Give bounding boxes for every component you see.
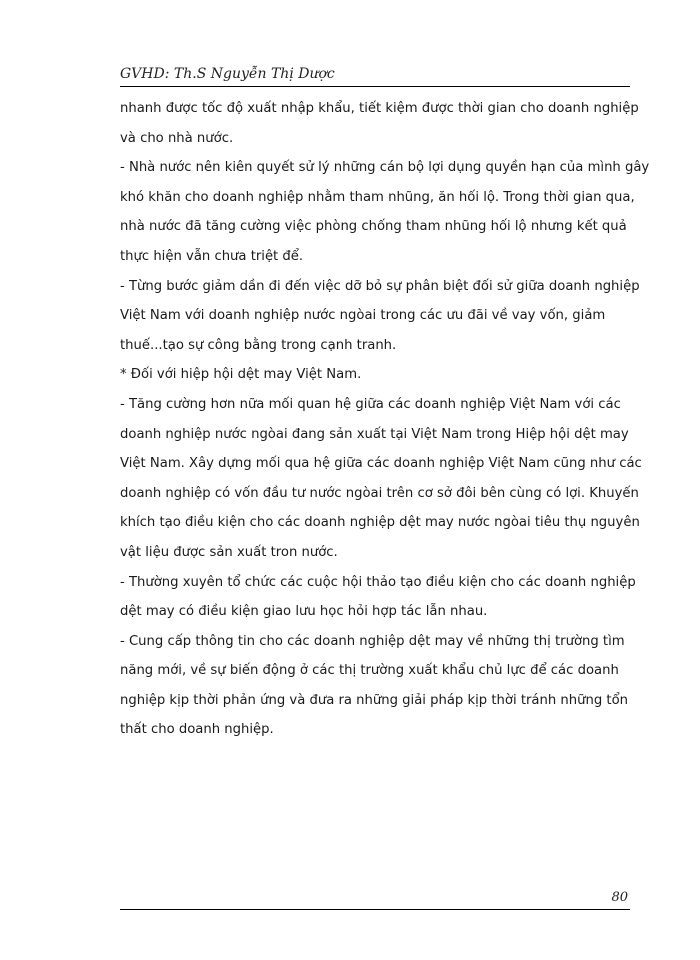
text-line: khó khăn cho doanh nghiệp nhằm tham nhũng, ăn hối lộ. Trong thời gian qua, <box>120 189 635 205</box>
text-line: Việt Nam với doanh nghiệp nước ngòai trong các ưu đãi về vay vốn, giảm <box>120 308 606 324</box>
text-line: và cho nhà nước. <box>120 130 234 146</box>
body-text <box>120 94 650 745</box>
text-line: thất cho doanh nghiệp. <box>120 722 274 738</box>
text-line: khích tạo điều kiện cho các doanh nghiệp dệt may nước ngòai tiêu thụ nguyên <box>120 515 640 531</box>
section-heading: * Đối với hiệp hội dệt may Việt Nam. <box>120 367 362 383</box>
text-line: - Thường xuyên tổ chức các cuộc hội thảo tạo điều kiện cho các doanh nghiệp <box>120 574 636 590</box>
text-line: - Cung cấp thông tin cho các doanh nghiệp dệt may về những thị trường tìm <box>120 633 625 649</box>
page-header <box>120 64 630 87</box>
text-line: dệt may có điều kiện giao lưu học hỏi hợp tác lẫn nhau. <box>120 604 488 620</box>
text-line: - Nhà nước nên kiên quyết sử lý những cán bộ lợi dụng quyền hạn của mình gây <box>120 160 650 176</box>
footer-divider <box>120 909 630 910</box>
text-line: năng mới, về sự biến động ở các thị trường xuất khẩu chủ lực để các doanh <box>120 663 619 679</box>
text-line: thuế...tạo sự công bằng trong cạnh tranh. <box>120 337 397 353</box>
text-line: doanh nghiệp có vốn đầu tư nước ngòai trên cơ sở đôi bên cùng có lợi. Khuyến <box>120 485 639 501</box>
text-line: nghiệp kịp thời phản ứng và đưa ra những giải pháp kịp thời tránh những tổn <box>120 692 628 708</box>
text-line: doanh nghiệp nước ngòai đang sản xuất tại Việt Nam trong Hiệp hội dệt may <box>120 426 629 442</box>
text-line: Việt Nam. Xây dựng mối qua hệ giữa các doanh nghiệp Việt Nam cũng như các <box>120 456 642 472</box>
text-line: nhà nước đã tăng cường việc phòng chống tham nhũng hối lộ nhưng kết quả <box>120 219 627 235</box>
text-line: vật liệu được sản xuất tron nước. <box>120 544 338 560</box>
page-number: 80 <box>611 890 628 905</box>
text-line: nhanh được tốc độ xuất nhập khẩu, tiết kiệm được thời gian cho doanh nghiệp <box>120 101 639 116</box>
header-title: GVHD: Th.S Nguyễn Thị Dược <box>120 66 335 82</box>
text-line: thực hiện vẫn chưa triệt để. <box>120 248 304 264</box>
text-line: - Từng bước giảm dần đi đến việc dỡ bỏ sự phân biệt đối sử giữa doanh nghiệp <box>120 278 640 294</box>
text-line: - Tăng cường hơn nữa mối quan hệ giữa các doanh nghiệp Việt Nam với các <box>120 396 621 412</box>
